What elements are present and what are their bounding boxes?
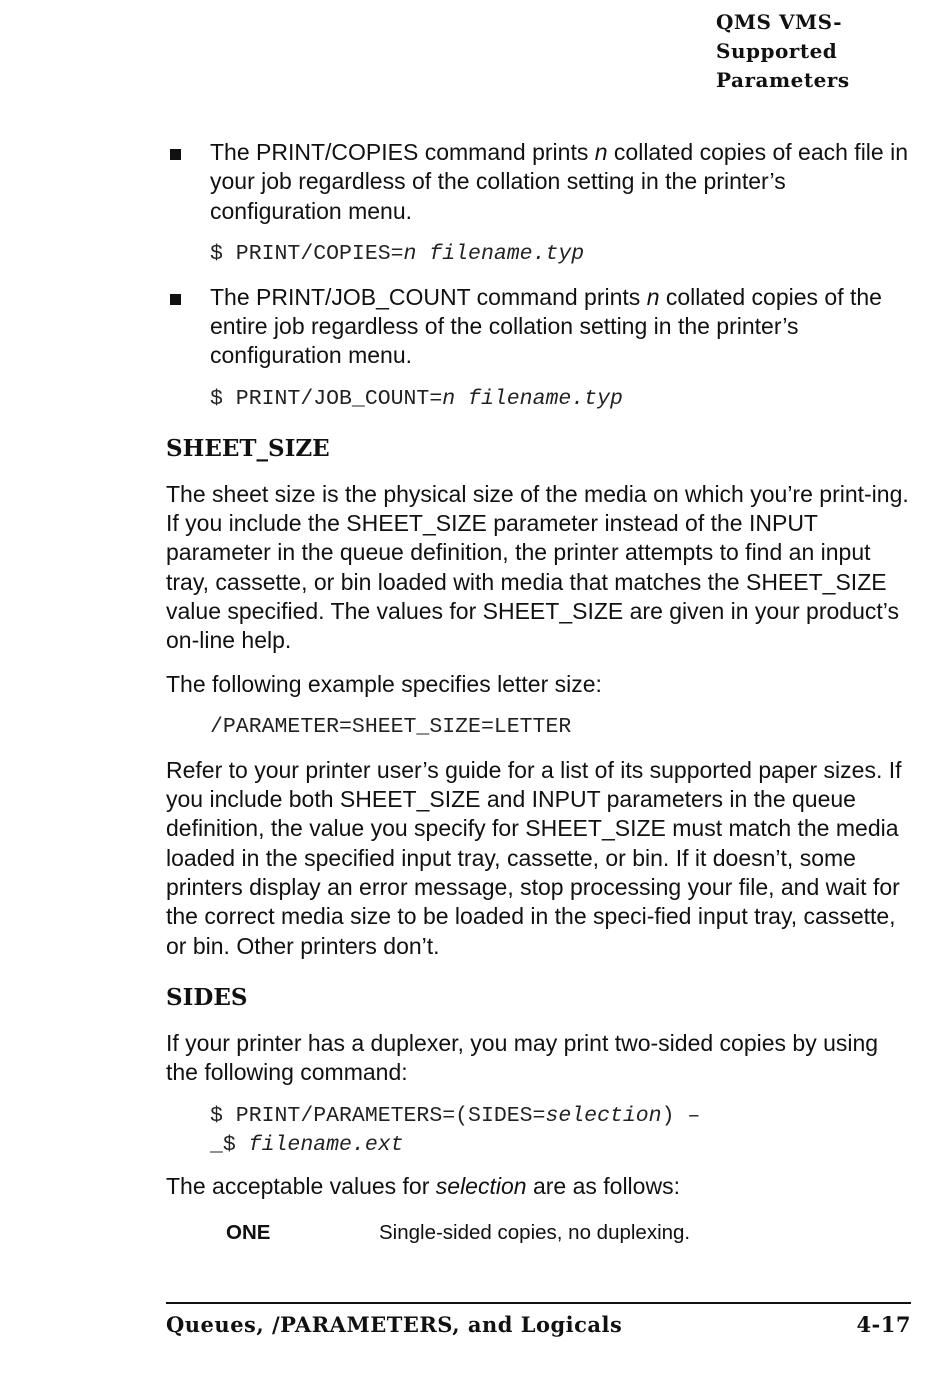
section-heading-sides: SIDES <box>166 983 248 1011</box>
running-header <box>716 8 916 95</box>
footer-chapter-title: Queues, /PARAMETERS, and Logicals <box>166 1312 623 1337</box>
page-number: 4-17 <box>856 1312 911 1337</box>
running-footer <box>166 1310 911 1340</box>
code-print-parameters-sides: $ PRINT/PARAMETERS=(SIDES=selection) – <box>210 1103 701 1128</box>
sides-paragraph-1: If your printer has a duplexer, you may print two-sided copies by using the following command: <box>166 1029 879 1086</box>
sides-paragraph-2: The acceptable values for selection are as follows: <box>166 1172 680 1199</box>
code-print-copies: $ PRINT/COPIES=n filename.typ <box>210 241 585 266</box>
header-line-1: QMS VMS- <box>716 10 843 34</box>
code-print-job-count: $ PRINT/JOB_COUNT=n filename.typ <box>210 386 623 411</box>
section-heading-sheet-size: SHEET_SIZE <box>166 434 330 462</box>
bullet-item-job-count <box>166 283 911 371</box>
bullet-text: The PRINT/JOB_COUNT command prints n collated copies of the entire job regardless of the collation setting in the printer’s configuration menu. <box>210 283 882 369</box>
header-line-3: Parameters <box>716 68 850 92</box>
sheet-size-paragraph-2: The following example specifies letter size: <box>166 670 602 697</box>
footer-rule <box>166 1302 911 1304</box>
bullet-text: The PRINT/COPIES command prints n collated copies of each file in your job regardless of the collation setting in the printer’s configuration menu. <box>210 139 908 224</box>
sheet-size-paragraph-3: Refer to your printer user’s guide for a list of its supported paper sizes. If you include both SHEET_SIZE and INPUT parameters in the queue definition, the value you specify for SHEET_SIZE must match the media loaded in the specified input tray, cassette, or bin. If it doesn’t, some printers display an error message, stop processing your file, and wait for the correct media size to be loaded in the speci-fied input tray, cassette, or bin. Other printers don’t. <box>166 756 902 959</box>
square-bullet-icon <box>170 149 181 160</box>
sides-value-description: Single-sided copies, no duplexing. <box>379 1220 691 1244</box>
header-line-2: Supported <box>716 39 838 63</box>
sides-values-row <box>226 1219 911 1247</box>
sides-value-key: ONE <box>226 1220 271 1244</box>
page-body <box>166 138 911 1247</box>
code-sheet-size-letter: /PARAMETER=SHEET_SIZE=LETTER <box>210 714 572 739</box>
code-filename-continuation: _$ filename.ext <box>210 1132 404 1157</box>
sheet-size-paragraph-1: The sheet size is the physical size of the media on which you’re print-ing. If you include the SHEET_SIZE parameter instead of the INPUT parameter in the queue definition, the printer attempts to find an input tray, cassette, or bin loaded with media that matches the SHEET_SIZE value specified. The values for SHEET_SIZE are given in your product’s on-line help. <box>166 480 909 654</box>
square-bullet-icon <box>170 294 181 305</box>
bullet-item-copies <box>166 138 911 226</box>
